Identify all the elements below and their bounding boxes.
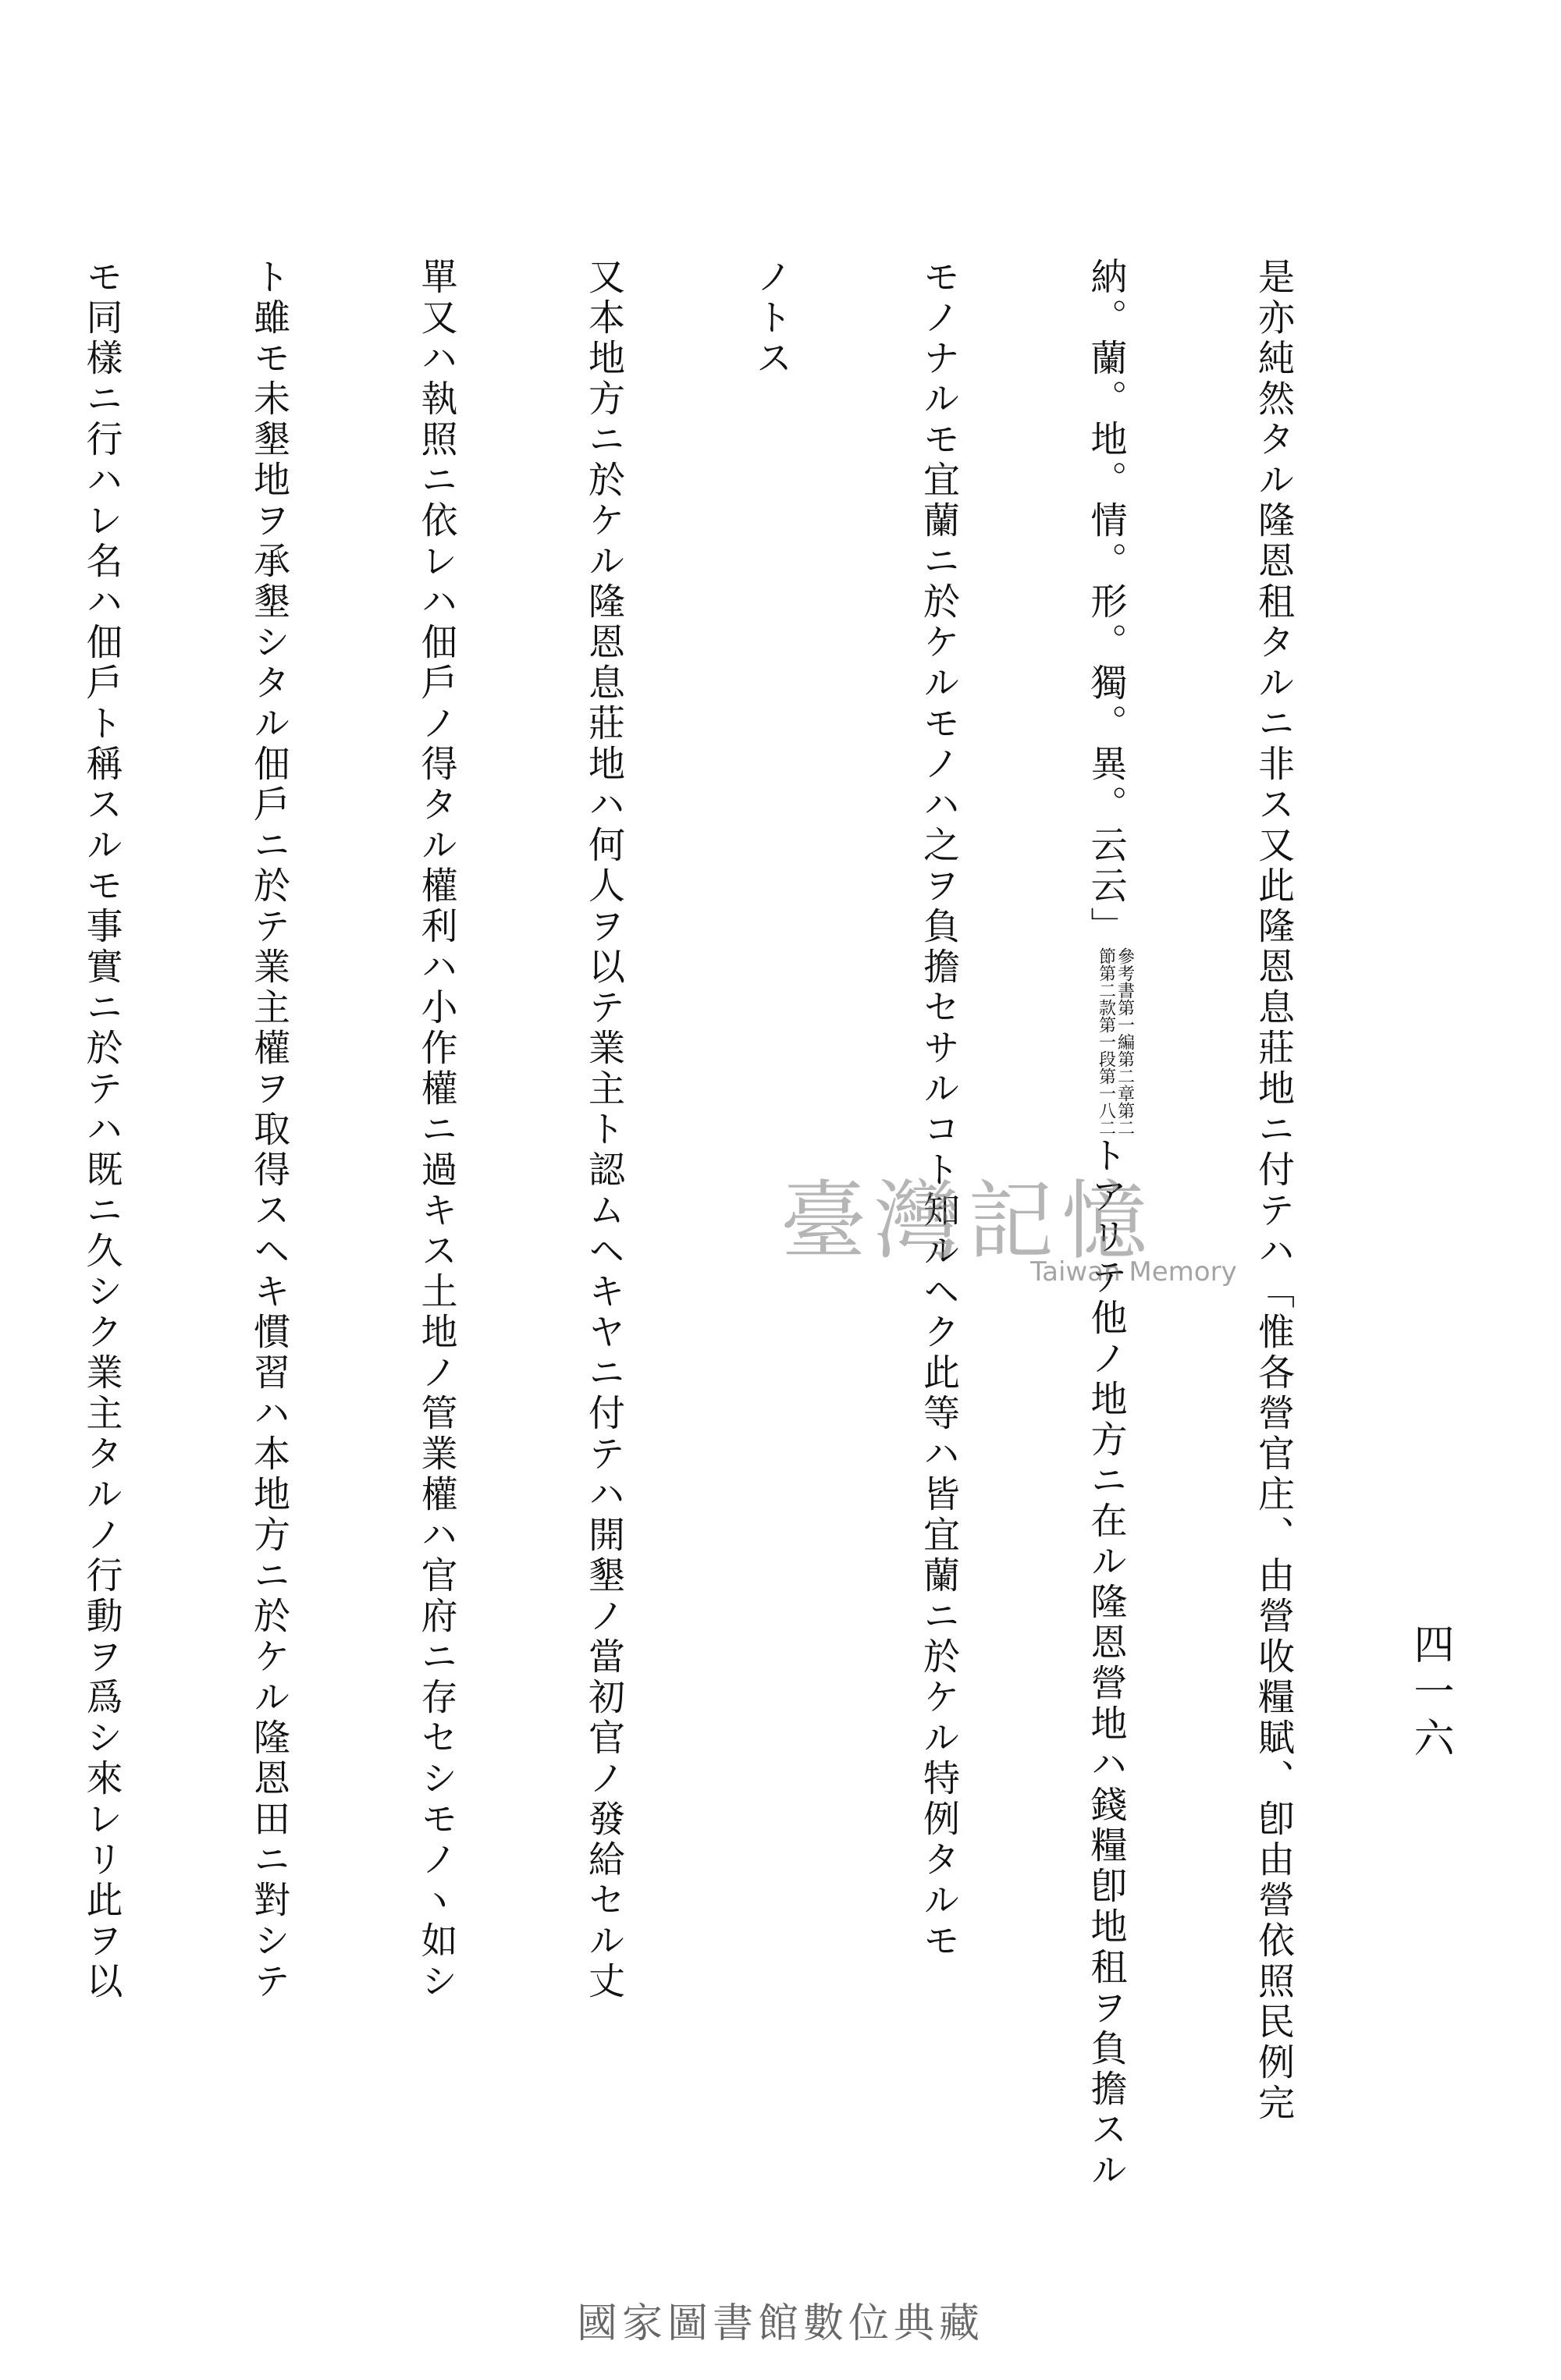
text-column: ノトス (749, 258, 793, 379)
text-segment: トアリテ他ノ地方ニ在ル隆恩營地ハ錢糧卽地租ヲ負擔スル (1084, 1136, 1128, 2191)
body-text (80, 258, 1413, 2191)
page-number: 四一六 (1406, 1623, 1453, 1764)
text-segment: 納。蘭。地。情。形。獨。異。云云」 (1084, 258, 1128, 947)
note-line: 參考書第一編第二章第二 (1115, 947, 1135, 1136)
text-column (1078, 258, 1135, 2191)
text-column: 單又ハ執照ニ依レハ佃戶ノ得タル權利ハ小作權ニ過キス土地ノ管業權ハ官府ニ存セシモノヽ如シ (414, 258, 458, 2002)
library-footer: 國家圖書館數位典藏 (576, 2300, 984, 2347)
text-column: 是亦純然タル隆恩租タルニ非ス又此隆恩息莊地ニ付テハ「惟各營官庄、由營收糧賦、卽由營依照民例完 (1252, 258, 1295, 2124)
text-column: モノナルモ宜蘭ニ於ケルモノハ之ヲ負擔セサルコト知ルヘク此等ハ皆宜蘭ニ於ケル特例タルモ (917, 258, 960, 1962)
text-column: ト雖モ未墾地ヲ承墾シタル佃戶ニ於テ業主權ヲ取得スヘキ慣習ハ本地方ニ於ケル隆恩田ニ對シテ (247, 258, 290, 2002)
watermark-subtitle: Taiwan Memory (1030, 1256, 1237, 1288)
text-column: モ同樣ニ行ハレ名ハ佃戶ト稱スルモ事實ニ於テハ既ニ久シク業主タルノ行動ヲ爲シ來レリ此ヲ以 (80, 258, 123, 2002)
reference-note (1097, 947, 1134, 1136)
text-column: 又本地方ニ於ケル隆恩息莊地ハ何人ヲ以テ業主ト認ムヘキヤニ付テハ開墾ノ當初官ノ發給セル丈 (582, 258, 625, 2002)
watermark-text: 臺灣記憶 (780, 1171, 1155, 1271)
note-line: 節第二款第一段第一八二 (1096, 947, 1116, 1136)
